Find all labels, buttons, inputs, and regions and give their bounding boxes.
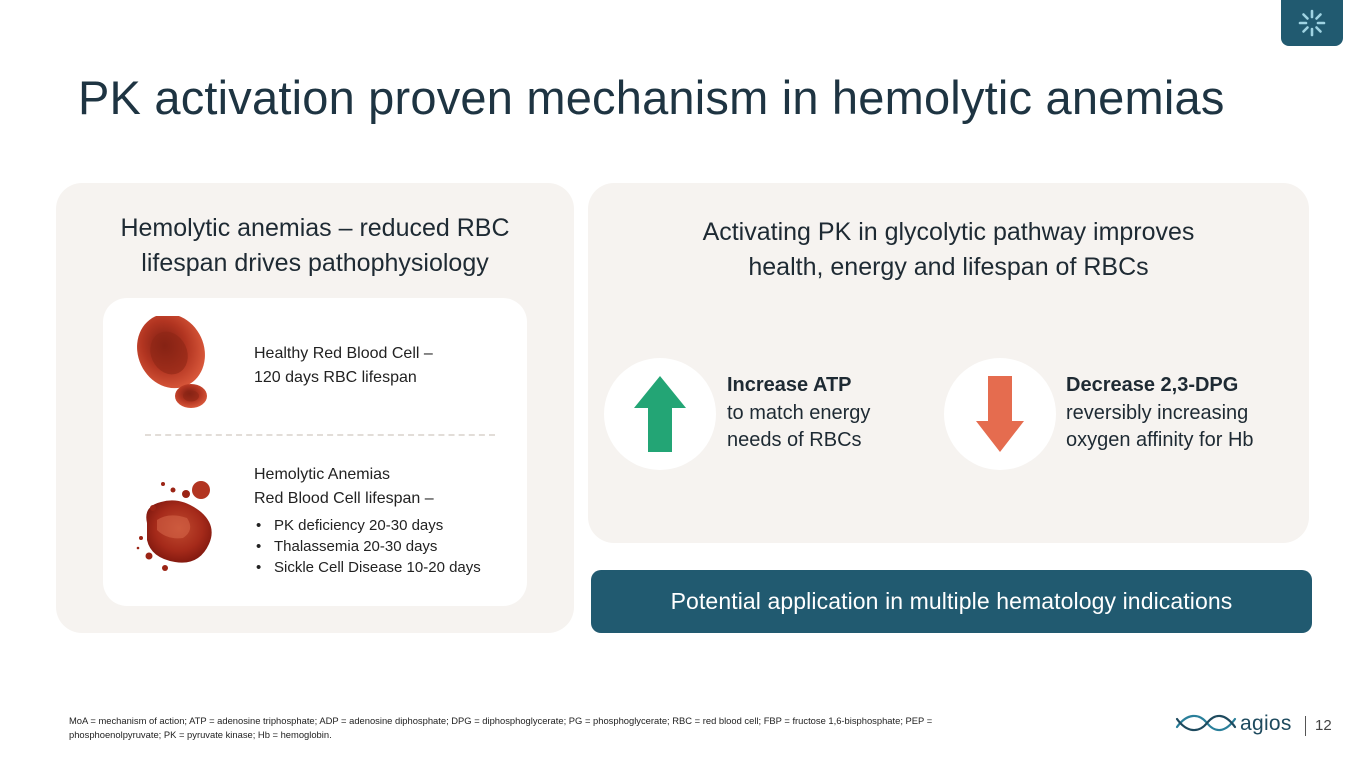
footnote-line-1: MoA = mechanism of action; ATP = adenosine triphosphate; ADP = adenosine diphosphate; DPG = diphosphoglycerate; PG = phosphoglycerate; RBC = red blood cell; FBP = fructose 1,6-bisphosphate; PEP = (69, 715, 933, 726)
brand-spark-icon (1298, 9, 1326, 37)
healthy-line-2: 120 days RBC lifespan (254, 369, 417, 386)
banner-text: Potential application in multiple hematology indications (670, 588, 1233, 614)
pk-activation-panel (588, 183, 1309, 543)
healthy-line-1: Healthy Red Blood Cell – (254, 345, 433, 362)
right-heading-line-1: Activating PK in glycolytic pathway improves (702, 218, 1195, 246)
hemolytic-anemias-panel (56, 183, 574, 633)
hemolytic-line-1: Hemolytic Anemias (254, 466, 391, 483)
page-number: 12 (1315, 717, 1332, 734)
decrease-dpg-circle (944, 358, 1056, 470)
corner-brand-tab (1281, 0, 1343, 46)
bullet-thalassemia: • Thalassemia 20-30 days (254, 536, 481, 557)
healthy-rbc-image (131, 316, 241, 416)
right-heading-line-2: health, energy and lifespan of RBCs (748, 253, 1149, 281)
increase-atp-title: Increase ATP (727, 374, 852, 396)
hemolytic-line-2: Red Blood Cell lifespan – (254, 490, 434, 507)
hemolytic-rbc-image (129, 478, 229, 578)
page-number-separator (1305, 716, 1306, 736)
rbc-comparison-card (103, 298, 527, 606)
arrow-up-icon (634, 376, 686, 452)
agios-wordmark: agios (1240, 712, 1292, 735)
footnote-line-2: phosphoenolpyruvate; PK = pyruvate kinase; Hb = hemoglobin. (69, 729, 332, 740)
lifespan-bullet-list (254, 515, 481, 578)
bullet-sickle-cell: • Sickle Cell Disease 10-20 days (254, 557, 481, 578)
increase-atp-line-1: to match energy (727, 401, 871, 424)
bullet-pk-deficiency: • PK deficiency 20-30 days (254, 515, 481, 536)
decrease-dpg-title: Decrease 2,3-DPG (1066, 374, 1239, 396)
increase-atp-line-2: needs of RBCs (727, 429, 862, 451)
agios-logo-icon (1175, 711, 1237, 735)
decrease-dpg-line-2: oxygen affinity for Hb (1066, 429, 1254, 451)
abbreviations-footnote (69, 714, 1099, 742)
left-heading-line-2: lifespan drives pathophysiology (141, 249, 489, 277)
section-divider (145, 434, 495, 436)
decrease-dpg-text (1066, 372, 1254, 455)
hemolytic-anemia-description (254, 463, 481, 578)
hematology-indications-banner (591, 570, 1312, 633)
healthy-rbc-description (254, 342, 433, 390)
right-panel-heading (628, 215, 1269, 285)
increase-atp-text (727, 372, 870, 455)
decrease-dpg-line-1: reversibly increasing (1066, 401, 1249, 424)
arrow-down-icon (974, 376, 1026, 452)
page-title: PK activation proven mechanism in hemolytic anemias (78, 71, 1225, 124)
left-panel-heading (76, 211, 554, 281)
left-heading-line-1: Hemolytic anemias – reduced RBC (120, 214, 510, 242)
increase-atp-circle (604, 358, 716, 470)
